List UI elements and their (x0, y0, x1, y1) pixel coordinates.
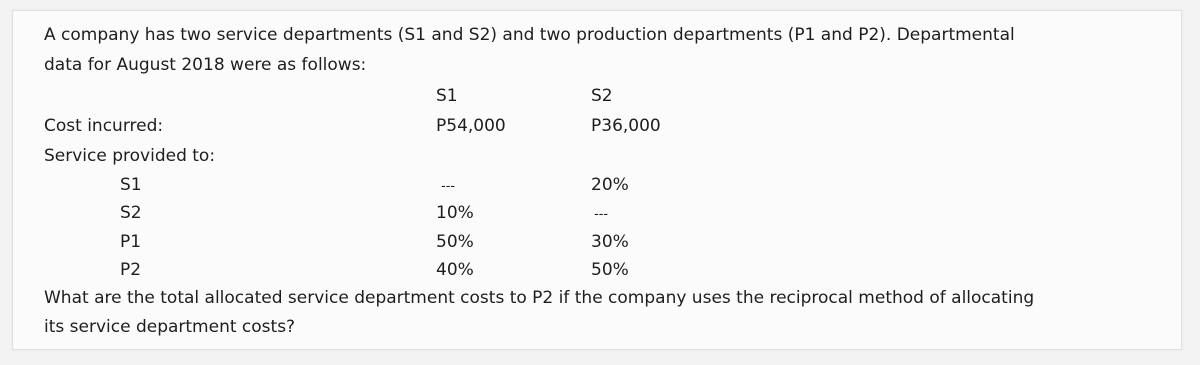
intro-line-1: A company has two service departments (S1 and S2) and two production departments (P1 and P2). Departmental (44, 25, 1015, 45)
row-p2-s2-value: 50% (591, 260, 629, 280)
row-s2-s1-value: 10% (436, 203, 474, 223)
question-line-1: What are the total allocated service department costs to P2 if the company uses the reciprocal method of allocating (44, 288, 1035, 308)
cost-s1-value: P54,000 (436, 116, 506, 136)
service-provided-label: Service provided to: (44, 146, 216, 166)
cost-incurred-label: Cost incurred: (44, 116, 164, 136)
row-p1-s2-value: 30% (591, 232, 629, 252)
row-label-s1: S1 (120, 175, 142, 195)
column-header-s2: S2 (591, 86, 613, 106)
cost-s2-value: P36,000 (591, 116, 661, 136)
column-header-s1: S1 (436, 86, 458, 106)
row-label-s2: S2 (120, 203, 142, 223)
intro-line-2: data for August 2018 were as follows: (44, 55, 367, 75)
question-line-2: its service department costs? (44, 317, 296, 337)
row-s1-s2-value: 20% (591, 175, 629, 195)
row-s1-s1-value: --- (441, 179, 456, 194)
row-label-p2: P2 (120, 260, 142, 280)
row-s2-s2-value: --- (594, 207, 609, 222)
row-p2-s1-value: 40% (436, 260, 474, 280)
problem-card (12, 10, 1182, 350)
row-label-p1: P1 (120, 232, 142, 252)
row-p1-s1-value: 50% (436, 232, 474, 252)
